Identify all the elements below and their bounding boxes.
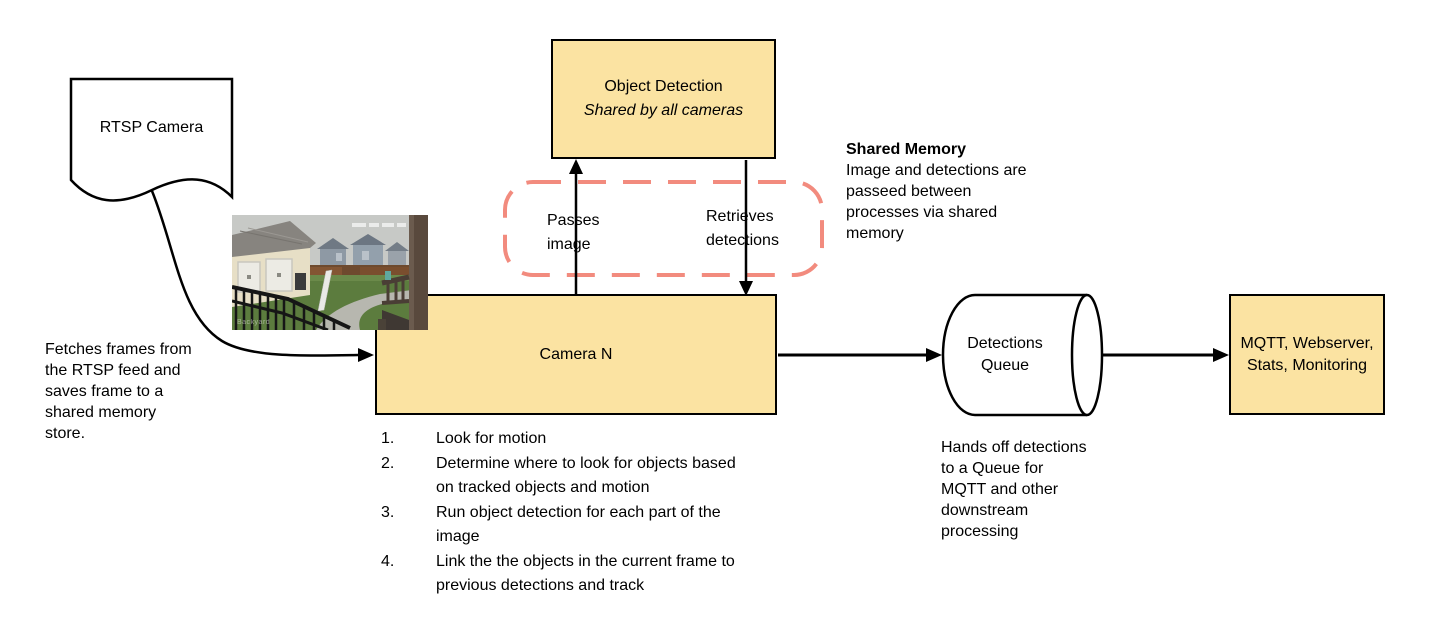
object-detection-title: Object Detection (604, 78, 723, 95)
shared-memory-note-title: Shared Memory (846, 141, 967, 158)
fetches-frames-note: Fetches frames from the RTSP feed and saves frame to a shared memory store. (45, 341, 192, 442)
mqtt-webserver-box (1229, 294, 1385, 415)
list-item: 4. Link the the objects in the current frame to previous detections and track (381, 552, 735, 594)
snapshot-timestamp (352, 223, 406, 227)
passes-image-label: Passes image (547, 212, 600, 253)
object-detection-box (551, 39, 776, 159)
camera-n-label: Camera N (539, 345, 613, 363)
list-item: 3. Run object detection for each part of the image (381, 503, 721, 545)
arrowhead-queue-to-mqtt (1213, 348, 1229, 362)
detections-queue-cap (1072, 295, 1102, 415)
arrowhead-rtsp-to-camera (358, 348, 374, 362)
mqtt-webserver-label: MQTT, Webserver, Stats, Monitoring (1240, 335, 1374, 374)
detections-queue-label: Detections Queue (967, 335, 1043, 374)
arrowhead-passes-image (569, 159, 583, 174)
retrieves-detections-label: Retrieves detections (706, 208, 779, 249)
object-detection-subtitle: Shared by all cameras (583, 102, 744, 119)
shared-memory-note: Shared Memory Image and detections are passeed between processes via shared memory (846, 139, 1076, 244)
camera-steps-list (381, 427, 736, 599)
hands-off-note: Hands off detections to a Queue for MQTT and other downstream processing (941, 439, 1087, 540)
camera-snapshot-image (232, 215, 428, 330)
rtsp-camera-document-shape (71, 79, 232, 200)
snapshot-camera-name-label: Backyard (237, 319, 271, 326)
arrowhead-camera-to-queue (926, 348, 942, 362)
camera-snapshot-scene (232, 215, 428, 330)
rtsp-camera-label: RTSP Camera (99, 119, 204, 136)
list-item: 1. Look for motion (381, 430, 547, 447)
list-item: 2. Determine where to look for objects based on tracked objects and motion (381, 454, 736, 496)
camera-n-box (375, 294, 777, 415)
